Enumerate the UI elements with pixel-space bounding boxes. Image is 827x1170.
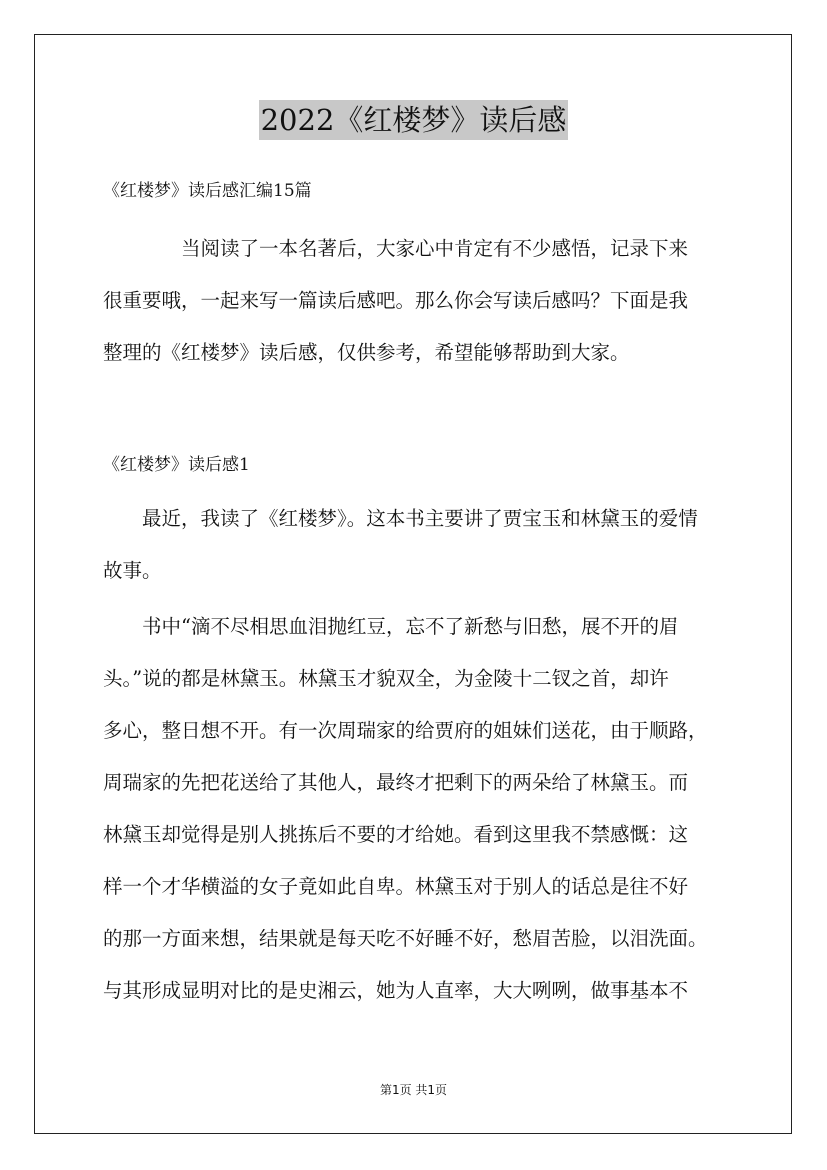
paragraph-line: 的那一方面来想，结果就是每天吃不好睡不好，愁眉苦脸，以泪洗面。 — [103, 927, 708, 950]
paragraph-line: 故事。 — [103, 559, 162, 582]
paragraph-line: 与其形成显明对比的是史湘云，她为人直率，大大咧咧，做事基本不 — [103, 979, 689, 1002]
page-footer: 第1页 共1页 — [379, 1083, 448, 1097]
paragraph-line: 林黛玉却觉得是别人挑拣后不要的才给她。看到这里我不禁感慨：这 — [103, 823, 689, 846]
document-title: 2022《红楼梦》读后感 — [259, 100, 569, 140]
section-heading: 《红楼梦》读后感1 — [103, 455, 250, 475]
document-subtitle: 《红楼梦》读后感汇编15篇 — [103, 181, 312, 201]
title-wrap — [0, 100, 827, 140]
paragraph-line: 多心，整日想不开。有一次周瑞家的给贾府的姐妹们送花，由于顺路， — [103, 719, 708, 742]
intro-paragraph — [103, 223, 729, 379]
paragraph-2 — [103, 601, 729, 1017]
paragraph-1 — [103, 493, 729, 597]
paragraph-line: 样一个才华横溢的女子竟如此自卑。林黛玉对于别人的话总是往不好 — [103, 875, 689, 898]
paragraph-line: 头。”说的都是林黛玉。林黛玉才貌双全，为金陵十二钗之首，却许 — [103, 667, 669, 690]
paragraph-line: 周瑞家的先把花送给了其他人，最终才把剩下的两朵给了林黛玉。而 — [103, 771, 689, 794]
paragraph-line: 书中“滴不尽相思血泪抛红豆，忘不了新愁与旧愁，展不开的眉 — [142, 615, 679, 638]
intro-line: 整理的《红楼梦》读后感，仅供参考，希望能够帮助到大家。 — [103, 341, 630, 364]
paragraph-line: 最近，我读了《红楼梦》。这本书主要讲了贾宝玉和林黛玉的爱情 — [142, 507, 698, 530]
intro-line: 当阅读了一本名著后，大家心中肯定有不少感悟，记录下来 — [181, 237, 689, 260]
intro-line: 很重要哦，一起来写一篇读后感吧。那么你会写读后感吗？下面是我 — [103, 289, 689, 312]
